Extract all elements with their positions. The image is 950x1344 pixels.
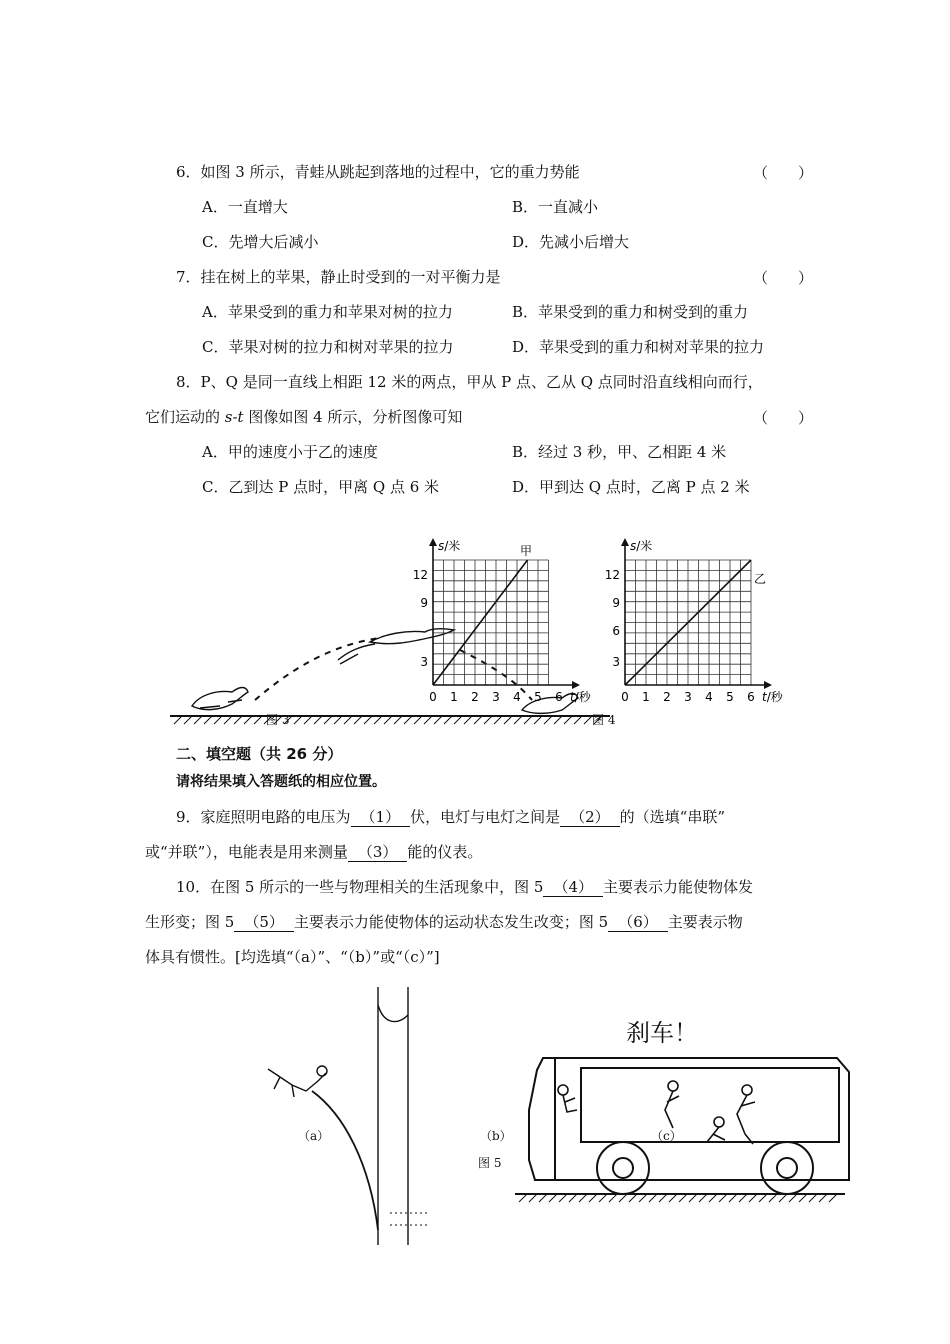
- fig3-label: 图 3: [266, 713, 290, 727]
- brake-text: 刹车！: [626, 1019, 698, 1047]
- chart-jia-ylabel: s/米: [438, 539, 461, 553]
- q8-option-d: D．甲到达 Q 点时，乙离 P 点 2 米: [512, 478, 750, 496]
- road-hatching: [519, 1194, 837, 1202]
- q9-blank-1[interactable]: （1）: [351, 808, 411, 827]
- q7-option-a: A．苹果受到的重力和苹果对树的拉力: [202, 303, 453, 321]
- q10-line3: 体具有惯性。[均选填“（a）”、“（b）”或“（c）”]: [145, 948, 440, 966]
- chart-yi-y-arrow: [621, 538, 629, 546]
- chart-jia-grid: [433, 560, 549, 685]
- chart-jia-x-arrow: [572, 681, 580, 689]
- q9-line1: 9．家庭照明电路的电压为 （1） 伏，电灯与电灯之间是 （2） 的（选填“串联”: [176, 808, 725, 826]
- chart-yi-ytick-6: 6: [612, 624, 620, 638]
- q9-blank-2[interactable]: （2）: [560, 808, 620, 827]
- chart-yi-xtick-1: 1: [642, 690, 650, 704]
- chart-jia-xtick-1: 1: [450, 690, 458, 704]
- q8-stem-line1: 8．P、Q 是同一直线上相距 12 米的两点，甲从 P 点、乙从 Q 点同时沿直线相向而行，: [176, 373, 763, 391]
- q7-option-b: B．苹果受到的重力和树受到的重力: [512, 303, 749, 321]
- q10-line1: 10．在图 5 所示的一些与物理相关的生活现象中，图 5 （4） 主要表示力能使物体发: [176, 878, 754, 896]
- chart-yi-ytick-9: 9: [612, 596, 620, 610]
- chart-jia-ytick-3: 3: [420, 655, 428, 669]
- chart-jia: [400, 530, 620, 720]
- bus-wheel-front: [597, 1142, 649, 1194]
- chart-yi-xtick-4: 4: [705, 690, 713, 704]
- fig5-label-a: （a）: [298, 1129, 330, 1143]
- bus-wheel-rear: [761, 1142, 813, 1194]
- bus-braking-figure: [515, 1050, 855, 1210]
- q7-stem: 7．挂在树上的苹果，静止时受到的一对平衡力是: [176, 268, 501, 286]
- q10-line2: 生形变；图 5 （5） 主要表示力能使物体的运动状态发生改变；图 5 （6） 主要表示物: [145, 913, 743, 931]
- vaulter-head: [317, 1066, 327, 1076]
- q10-blank-6[interactable]: （6）: [608, 913, 668, 932]
- chart-yi-xtick-5: 5: [726, 690, 734, 704]
- chart-jia-xtick-3: 3: [492, 690, 500, 704]
- chart-jia-xtick-6: 6: [555, 690, 563, 704]
- chart-yi-ytick-12: 12: [604, 568, 620, 582]
- chart-yi-xtick-6: 6: [747, 690, 755, 704]
- bus-window: [581, 1068, 839, 1142]
- chart-jia-y-arrow: [429, 538, 437, 546]
- q6-option-c: C．先增大后减小: [202, 233, 319, 251]
- chart-jia-xtick-2: 2: [471, 690, 479, 704]
- chart-jia-xtick-5: 5: [534, 690, 542, 704]
- crossbar-detail: [378, 1005, 408, 1022]
- q10-blank-5[interactable]: （5）: [234, 913, 294, 932]
- chart-jia-ytick-9: 9: [420, 596, 428, 610]
- q8-option-a: A．甲的速度小于乙的速度: [202, 443, 378, 461]
- q8-option-c: C．乙到达 P 点时，甲离 Q 点 6 米: [202, 478, 440, 496]
- chart-yi-ylabel: s/米: [630, 539, 653, 553]
- fig5-label-b: （b）: [480, 1129, 512, 1143]
- chart-yi-x-arrow: [764, 681, 772, 689]
- q10-blank-4[interactable]: （4）: [543, 878, 603, 897]
- chart-yi-xtick-2: 2: [663, 690, 671, 704]
- pole-vault-figure: [250, 985, 440, 1250]
- vaulting-pole: [312, 1091, 378, 1230]
- frog-sitting-left: [192, 688, 248, 710]
- q9-line2: 或“并联”），电能表是用来测量 （3） 能的仪表。: [145, 843, 483, 861]
- fig5-caption: 图 5: [478, 1156, 502, 1170]
- q7-option-c: C．苹果对树的拉力和树对苹果的拉力: [202, 338, 454, 356]
- chart-yi-ytick-3: 3: [612, 655, 620, 669]
- chart-jia-xlabel: t/秒: [570, 690, 591, 704]
- chart-yi-xtick-0: 0: [621, 690, 629, 704]
- chart-jia-ytick-12: 12: [412, 568, 428, 582]
- q7-option-d: D．苹果受到的重力和树对苹果的拉力: [512, 338, 765, 356]
- q8-stem-line2: 它们运动的 s-t 图像如图 4 所示，分析图像可知: [145, 408, 463, 426]
- section2-title: 二、填空题（共 26 分）: [176, 745, 343, 763]
- q6-stem: 6．如图 3 所示，青蛙从跳起到落地的过程中，它的重力势能: [176, 163, 580, 181]
- q7-answer-paren: （ ）: [753, 269, 814, 287]
- chart-yi-xlabel: t/秒: [762, 690, 783, 704]
- q6-option-b: B．一直减小: [512, 198, 599, 216]
- q9-blank-3[interactable]: （3）: [348, 843, 408, 862]
- fig5-label-c: （c）: [651, 1129, 682, 1143]
- chart-jia-series-label: 甲: [520, 544, 533, 558]
- chart-yi-series-label: 乙: [754, 572, 767, 586]
- fig4-label: 图 4: [592, 713, 616, 727]
- q6-option-a: A．一直增大: [202, 198, 288, 216]
- chart-yi-xtick-3: 3: [684, 690, 692, 704]
- section2-instruction: 请将结果填入答题纸的相应位置。: [176, 774, 386, 790]
- q8-option-b: B．经过 3 秒，甲、乙相距 4 米: [512, 443, 727, 461]
- chart-jia-xtick-0: 0: [429, 690, 437, 704]
- chart-yi: [590, 530, 810, 720]
- q6-option-d: D．先减小后增大: [512, 233, 630, 251]
- q8-answer-paren: （ ）: [753, 409, 814, 427]
- chart-jia-xtick-4: 4: [513, 690, 521, 704]
- q6-answer-paren: （ ）: [753, 164, 814, 182]
- bus-body: [529, 1058, 849, 1180]
- pole-box-marks: [390, 1213, 428, 1225]
